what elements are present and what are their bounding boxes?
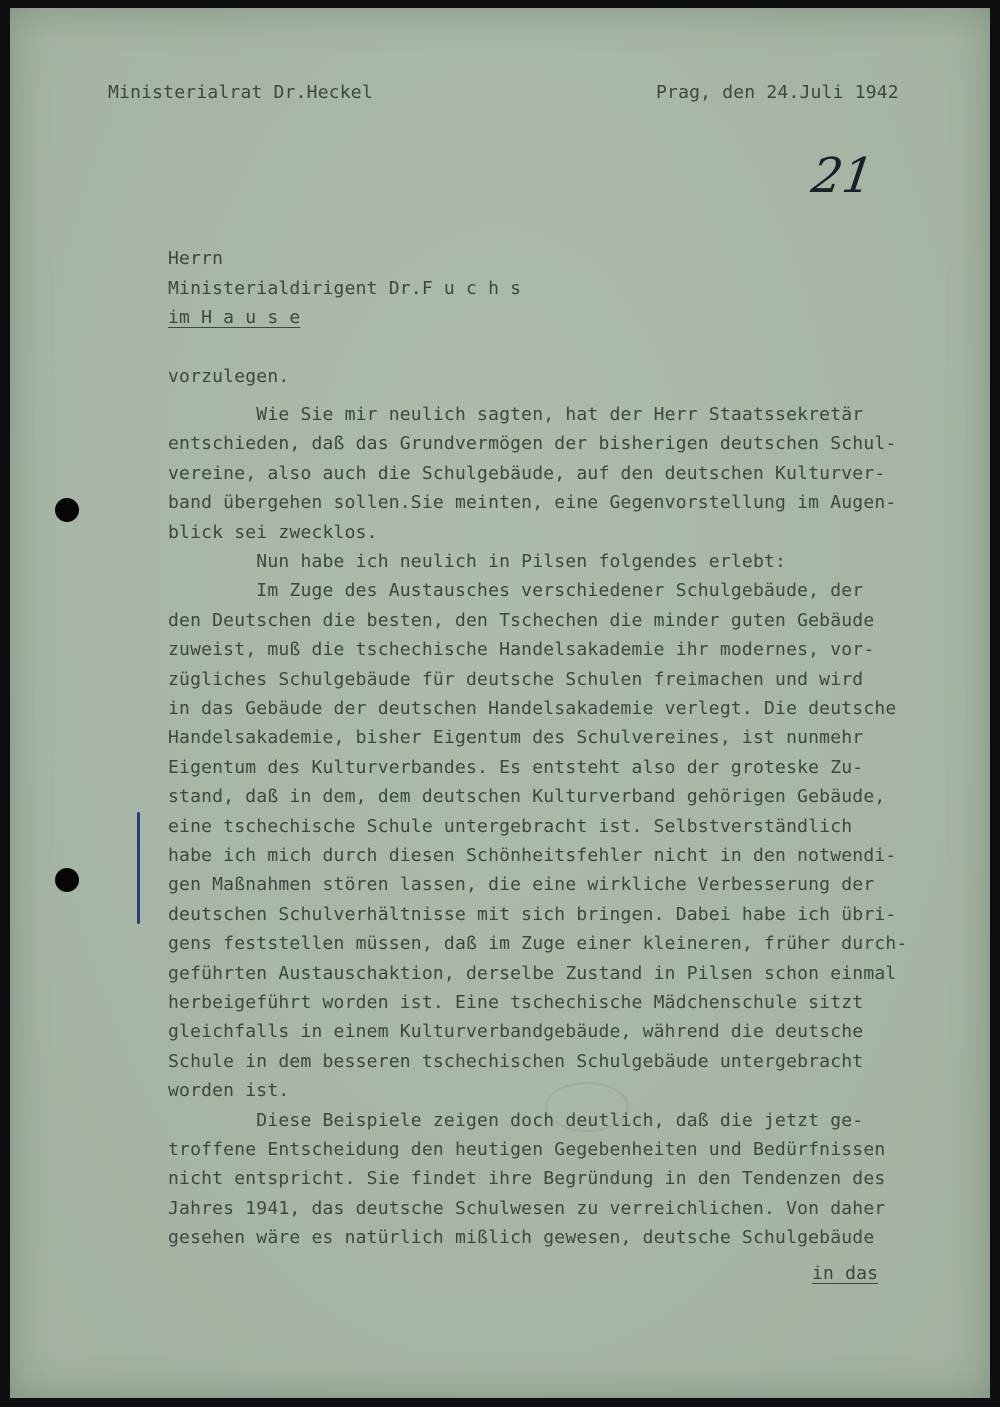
body-line: eine tschechische Schule untergebracht ist. Selbstverständlich [168,815,853,837]
body-line: gens feststellen müssen, daß im Zuge einer kleineren, früher durch- [168,933,908,955]
body-line: worden ist. [168,1080,290,1102]
body-line: Nun habe ich neulich in Pilsen folgendes erlebt: [168,551,787,572]
body-line: Schule in dem besseren tschechischen Schulgebäude untergebracht [168,1050,864,1072]
address-recipient: Ministerialdirigent Dr.F u c h s [168,278,522,299]
body-line: geführten Austauschaktion, derselbe Zustand in Pilsen schon einmal [168,962,897,984]
place-date-line: Prag, den 24.Juli 1942 [656,82,899,103]
body-line: Eigentum des Kulturverbandes. Es entsteht also der groteske Zu- [168,756,864,778]
body-line: vorzulegen. [168,366,290,387]
body-line: in das Gebäude der deutschen Handelsakademie verlegt. Die deutsche [168,698,897,719]
body-line: troffene Entscheidung den heutigen Gegebenheiten und Bedürfnissen [168,1139,886,1160]
body-line: blick sei zwecklos. [168,521,378,543]
body-line: gleichfalls in einem Kulturverbandgebäude, während die deutsche [168,1021,864,1043]
address-salutation: Herrn [168,248,224,269]
body-line: den Deutschen die besten, den Tschechen die minder guten Gebäude [168,609,875,631]
margin-pencil-mark [137,812,140,924]
body-line: herbeigeführt worden ist. Eine tschechische Mädchenschule sitzt [168,992,864,1013]
punch-hole-upper [55,498,79,522]
body-line: Wie Sie mir neulich sagten, hat der Herr Staatssekretär [168,404,864,425]
body-line: deutschen Schulverhältnisse mit sich bringen. Dabei habe ich übri- [168,903,897,925]
handwritten-page-number: 21 [808,148,878,204]
body-line: zügliches Schulgebäude für deutsche Schulen freimachen und wird [168,668,864,690]
body-line: Im Zuge des Austausches verschiedener Schulgebäude, der [168,580,864,602]
body-line: Jahres 1941, das deutsche Schulwesen zu verreichlichen. Von daher [168,1197,886,1219]
body-line: vereine, also auch die Schulgebäude, auf den deutschen Kulturver- [168,462,886,484]
body-line: zuweist, muß die tschechische Handelsakademie ihr modernes, vor- [168,639,875,661]
address-location: im H a u s e [168,307,301,328]
body-line: nicht entspricht. Sie findet ihre Begründung in den Tendenzen des [168,1168,886,1190]
body-line: Handelsakademie, bisher Eigentum des Schulvereines, ist nunmehr [168,727,864,749]
body-line: band übergehen sollen.Sie meinten, eine Gegenvorstellung im Augen- [168,492,897,514]
sender-line: Ministerialrat Dr.Heckel [108,82,373,103]
continuation-catchword: in das [812,1263,879,1284]
body-line: stand, daß in dem, dem deutschen Kulturverband gehörigen Gebäude, [168,786,886,808]
body-line: Diese Beispiele zeigen doch deutlich, daß die jetzt ge- [168,1109,864,1131]
body-line: gesehen wäre es natürlich mißlich gewesen, deutsche Schulgebäude [168,1227,875,1249]
body-line: gen Maßnahmen stören lassen, die eine wirkliche Verbesserung der [168,874,875,896]
body-line: entschieden, daß das Grundvermögen der bisherigen deutschen Schul- [168,433,897,455]
body-line: habe ich mich durch diesen Schönheitsfehler nicht in den notwendi- [168,845,897,866]
punch-hole-lower [55,868,79,892]
